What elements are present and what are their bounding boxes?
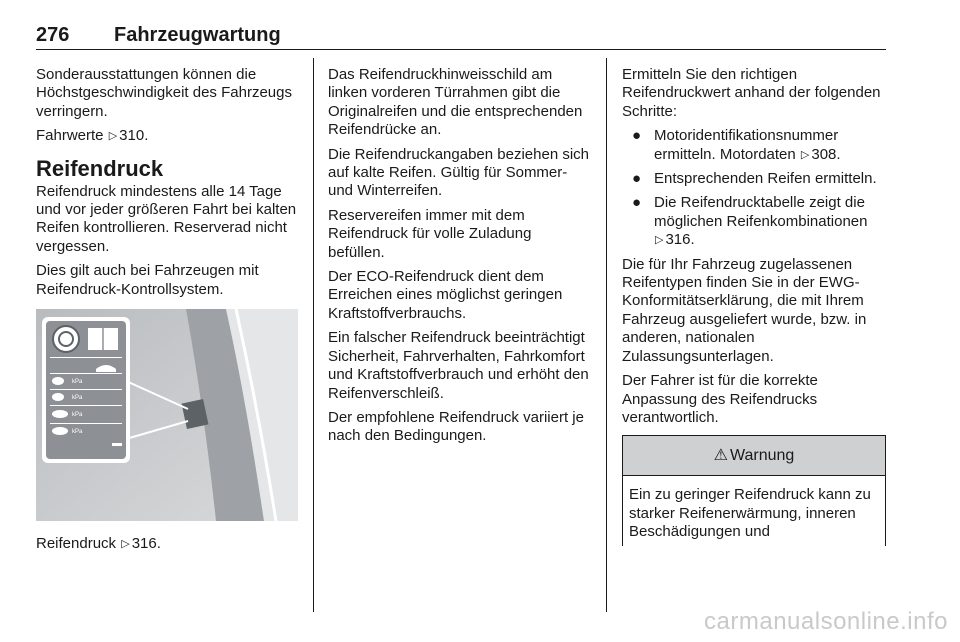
page-reference-icon: ▷ [108,130,118,143]
list-item-page: 316. [665,231,695,249]
warning-triangle-icon: ⚠ [713,446,728,464]
section-title: Reifendruck [36,155,164,181]
list-item [622,194,888,249]
paragraph: Reifendruck mindestens alle 14 Tage und vor jeder größeren Fahrt bei kalten Reifen kontrollieren. Reserverad nicht vergessen. [36,182,297,255]
reference-line [36,127,298,145]
page-reference-icon: ▷ [121,538,130,551]
reference-text: Fahrwerte [36,127,104,145]
paragraph: Der empfohlene Reifendruck variiert je nach den Bedingungen. [328,408,584,445]
paragraph: Dies gilt auch bei Fahrzeugen mit Reifendruck-Kontrollsystem. [36,262,259,298]
warning-title: Warnung [730,446,795,464]
column-middle [328,66,592,452]
unit-label: kPa [72,379,83,386]
tire-pressure-label-figure [36,309,298,521]
page-reference-icon: ▷ [800,148,810,161]
warning-body: Ein zu geringer Reifendruck kann zu starker Reifenerwärmung, inneren Beschädigungen und [629,486,871,541]
paragraph: Der Fahrer ist für die korrekte Anpassung des Reifendrucks verantwortlich. [622,372,818,426]
bullet-icon: ● [632,194,642,212]
paragraph: Ein falscher Reifendruck beeinträchtigt Sicherheit, Fahrverhalten, Fahrkomfort und Kraftstoffverbrauch und erhöht den Reifenverschleiß. [328,329,589,402]
column-divider [313,58,314,612]
caption-page: 316. [131,535,161,553]
list-item-text: Entsprechenden Reifen ermitteln. [654,170,877,188]
reference-page: 310. [119,127,149,145]
list-item-text: Die Reifendrucktabelle zeigt die möglichen Reifenkombinationen [654,194,868,230]
warning-box [622,435,886,545]
paragraph: Das Reifendruckhinweisschild am linken vorderen Türrahmen gibt die Originalreifen und die entsprechenden Reifendrücke an. [328,66,583,139]
column-right [622,66,888,546]
paragraph: Die Reifendruckangaben beziehen sich auf kalte Reifen. Gültig für Sommer- und Winterreifen. [328,145,590,200]
paragraph: Die für Ihr Fahrzeug zugelassenen Reifentypen finden Sie in der EWG-Konformitätserklärung, die mit Ihrem Fahrzeug ausgeliefert wurde, bzw. in anderen, nationalen Zulassungsunterlagen. [622,255,867,365]
list-item-page: 308. [811,145,841,163]
unit-label: kPa [72,429,83,436]
unit-label: kPa [72,395,83,402]
list-item [622,170,888,188]
door-frame-illustration [36,309,298,521]
chapter-title: Fahrzeugwartung [114,24,281,46]
intro-paragraph: Ermitteln Sie den richtigen Reifendruckwert anhand der folgenden Schritte: [622,66,881,120]
page-reference-icon: ▷ [655,234,664,247]
watermark: carmanualsonline.info [704,608,948,635]
page-number: 276 [36,24,70,46]
list-item [622,127,888,164]
page-header [36,22,886,50]
figure-caption [36,535,298,553]
column-left [36,66,298,559]
column-divider [606,58,607,612]
bullet-icon: ● [632,170,642,188]
steps-list [622,127,888,249]
unit-label: kPa [72,412,83,419]
paragraph: Reservereifen immer mit dem Reifendruck für volle Zuladung befüllen. [328,206,532,261]
list-item-text: Motoridentifikationsnummer ermitteln. Motordaten [654,127,839,163]
caption-text: Reifendruck [36,535,117,553]
bullet-icon: ● [632,127,642,145]
paragraph: Der ECO-Reifendruck dient dem Erreichen eines möglichst geringen Kraftstoffverbrauchs. [328,268,563,322]
intro-paragraph: Sonderausstattungen können die Höchstgeschwindigkeit des Fahrzeugs verringern. [36,66,292,120]
warning-header [623,436,885,476]
